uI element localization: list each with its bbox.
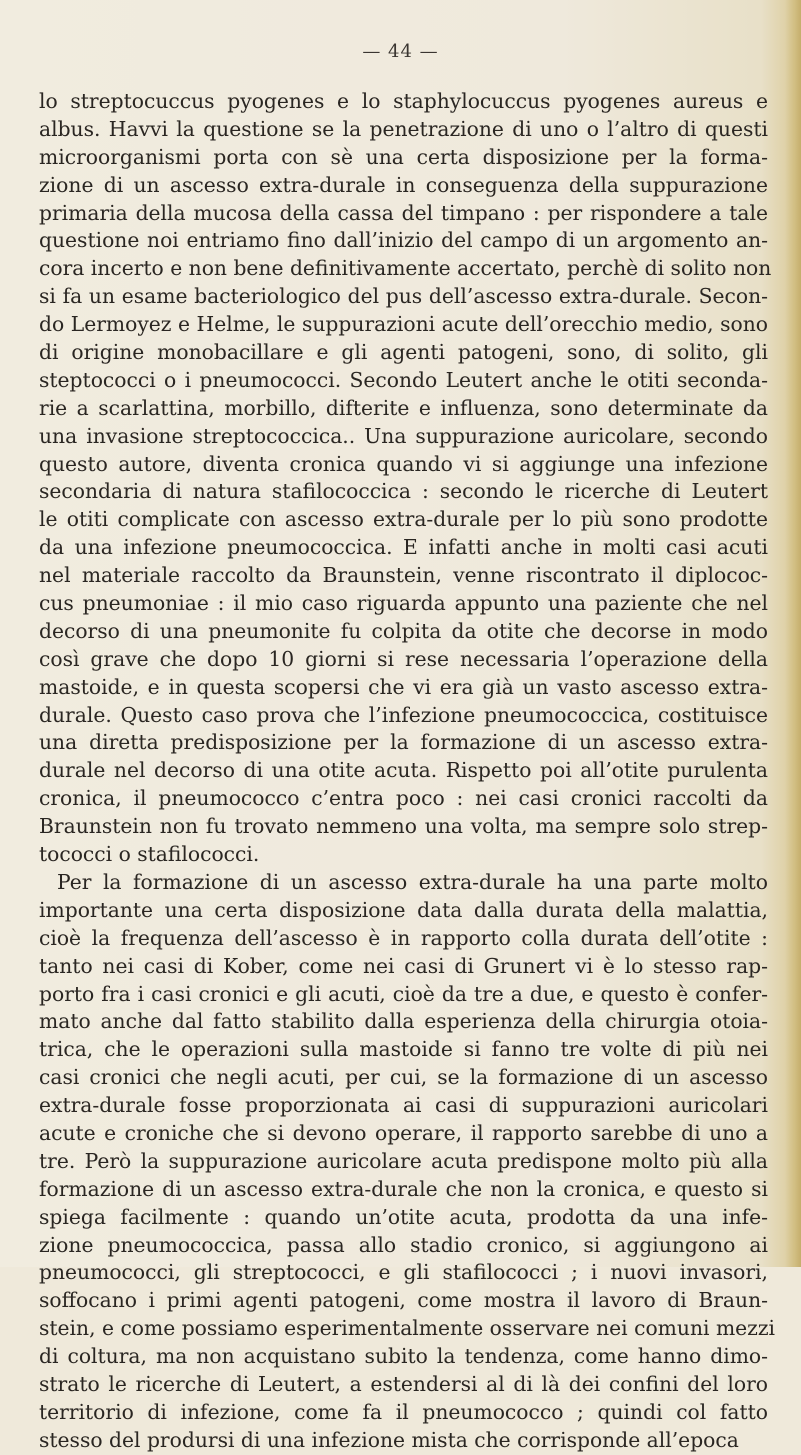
text-line: microorganismi porta con sè una certa disposizione per la forma- <box>39 144 768 169</box>
text-line: acute e croniche che si devono operare, il rapporto sarebbe di uno a <box>39 1120 768 1145</box>
text-line: cioè la frequenza dell’ascesso è in rapporto colla durata dell’otite : <box>39 925 768 950</box>
text-line: soffocano i primi agenti patogeni, come mostra il lavoro di Braun- <box>39 1288 768 1313</box>
text-line: questione noi entriamo fino dall’inizio del campo di un argomento an- <box>39 228 768 253</box>
paragraph <box>39 869 776 1455</box>
text-line: decorso di una pneumonite fu colpita da otite che decorse in modo <box>39 618 768 643</box>
text-line: si fa un esame bacteriologico del pus dell’ascesso extra-durale. Secon- <box>39 284 768 309</box>
text-line: steptococci o i pneumococci. Secondo Leutert anche le otiti seconda- <box>39 367 768 392</box>
text-line: extra-durale fosse proporzionata ai casi di suppurazioni auricolari <box>39 1093 768 1118</box>
text-line: da una infezione pneumococcica. E infatti anche in molti casi acuti <box>39 535 768 560</box>
paragraph <box>39 88 772 869</box>
text-line: cora incerto e non bene definitivamente accertato, perchè di solito non <box>39 256 772 281</box>
text-line: mastoide, e in questa scopersi che vi era già un vasto ascesso extra- <box>39 674 768 699</box>
text-line: cus pneumoniae : il mio caso riguarda appunto una paziente che nel <box>39 591 768 616</box>
text-line: zione pneumococcica, passa allo stadio cronico, si aggiungono ai <box>39 1232 768 1257</box>
text-line: durale nel decorso di una otite acuta. Rispetto poi all’otite purulenta <box>39 758 768 783</box>
text-line: zione di un ascesso extra-durale in conseguenza della suppurazione <box>39 172 768 197</box>
text-line: primaria della mucosa della cassa del timpano : per rispondere a tale <box>39 200 768 225</box>
text-line: strato le ricerche di Leutert, a estendersi al di là dei confini del loro <box>39 1371 768 1396</box>
page-edge-shadow <box>785 0 801 1267</box>
text-line: tococci o stafilococci. <box>39 842 260 867</box>
text-line: Braunstein non fu trovato nemmeno una volta, ma sempre solo strep- <box>39 814 768 839</box>
text-line: formazione di un ascesso extra-durale che non la cronica, e questo si <box>39 1176 768 1201</box>
text-line: nel materiale raccolto da Braunstein, venne riscontrato il diplococ- <box>39 563 768 588</box>
text-line: le otiti complicate con ascesso extra-durale per lo più sono prodotte <box>39 507 768 532</box>
text-line: mato anche dal fatto stabilito dalla esperienza della chirurgia otoia- <box>39 1009 768 1034</box>
text-line: una diretta predisposizione per la formazione di un ascesso extra- <box>39 730 768 755</box>
text-line: tre. Però la suppurazione auricolare acuta predispone molto più alla <box>39 1148 768 1173</box>
text-line: durale. Questo caso prova che l’infezione pneumococcica, costituisce <box>39 702 768 727</box>
text-line: secondaria di natura stafilococcica : secondo le ricerche di Leutert <box>39 479 768 504</box>
text-line: di coltura, ma non acquistano subito la tendenza, come hanno dimo- <box>39 1344 768 1369</box>
text-line: territorio di infezione, come fa il pneumococco ; quindi col fatto <box>39 1399 768 1424</box>
text-line: casi cronici che negli acuti, per cui, se la formazione di un ascesso <box>39 1065 768 1090</box>
text-line: tanto nei casi di Kober, come nei casi di Grunert vi è lo stesso rap- <box>39 953 768 978</box>
text-line: stesso del prodursi di una infezione mista che corrisponde all’epoca <box>39 1427 739 1452</box>
text-line: rie a scarlattina, morbillo, difterite e influenza, sono determinate da <box>39 395 768 420</box>
text-line: questo autore, diventa cronica quando vi si aggiunge una infezione <box>39 451 768 476</box>
text-line: di origine monobacillare e gli agenti patogeni, sono, di solito, gli <box>39 340 768 365</box>
text-line: porto fra i casi cronici e gli acuti, cioè da tre a due, e questo è confer- <box>39 981 768 1006</box>
text-line: albus. Havvi la questione se la penetrazione di uno o l’altro di questi <box>39 116 768 141</box>
text-line: Per la formazione di un ascesso extra-durale ha una parte molto <box>57 869 768 894</box>
text-line: stein, e come possiamo esperimentalmente osservare nei comuni mezzi <box>39 1316 776 1341</box>
text-line: così grave che dopo 10 giorni si rese necessaria l’operazione della <box>39 646 768 671</box>
text-line: una invasione streptococcica.. Una suppurazione auricolare, secondo <box>39 423 768 448</box>
text-line: trica, che le operazioni sulla mastoide si fanno tre volte di più nei <box>39 1037 768 1062</box>
text-line: cronica, il pneumococco c’entra poco : nei casi cronici raccolti da <box>39 786 768 811</box>
text-line: importante una certa disposizione data dalla durata della malattia, <box>39 897 768 922</box>
body-text <box>39 88 776 1455</box>
text-line: lo streptocuccus pyogenes e lo staphylocuccus pyogenes aureus e <box>39 89 768 113</box>
text-line: spiega facilmente : quando un’otite acuta, prodotta da una infe- <box>39 1204 768 1229</box>
page-number: — 44 — <box>362 41 439 62</box>
text-line: pneumococci, gli streptococci, e gli stafilococci ; i nuovi invasori, <box>39 1260 768 1285</box>
text-line: do Lermoyez e Helme, le suppurazioni acute dell’orecchio medio, sono <box>39 312 768 337</box>
